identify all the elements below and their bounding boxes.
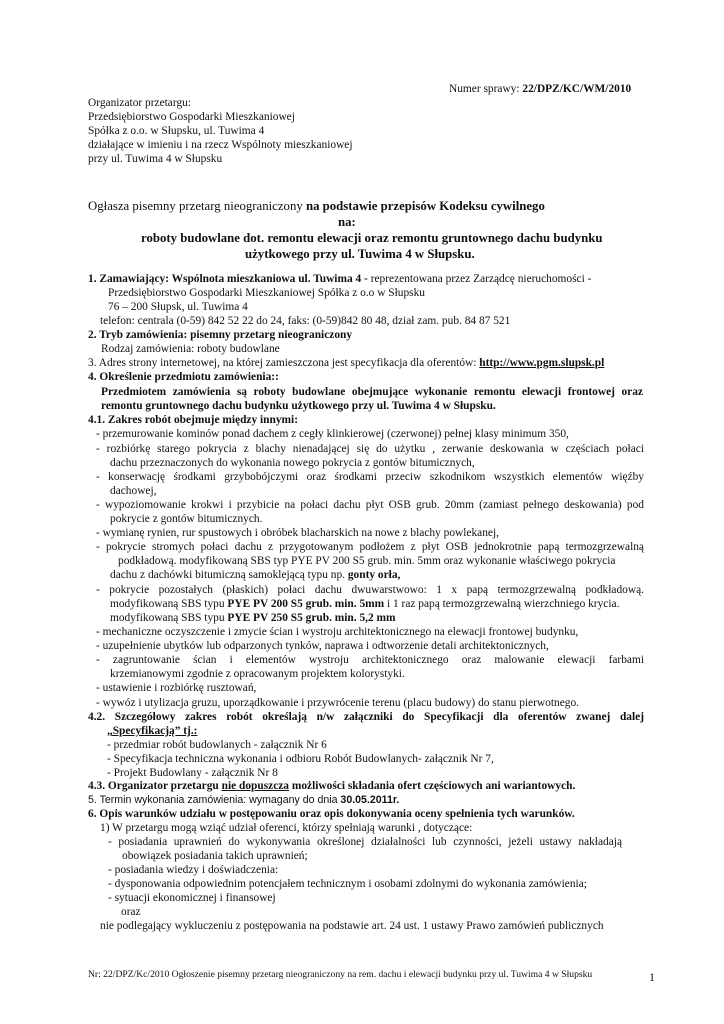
section-4-line: remontu gruntownego dachu budynku użytkowego przy ul. Tuwima 4 w Słupsku. [101, 400, 496, 412]
list-item-line: - zagruntowanie ścian i elementów wystroju architektonicznego oraz malowanie elewacji farbami [96, 654, 644, 666]
text-part: 5. Termin wykonania zamówienia: wymagany do dnia [88, 794, 341, 806]
list-item [96, 470, 644, 484]
section-3 [88, 356, 604, 370]
page-footer: Nr: 22/DPZ/Kc/2010 Ogłoszenie pisemny przetarg nieograniczony na rem. dachu i elewacji budynku przy ul. Tuwima 4 w Słupsku [88, 969, 593, 980]
list-item-line: podkładową. modyfikowaną SBS typ PYE PV 200 S5 grub. min. 5mm oraz wykonanie właściwego pokrycia [118, 555, 616, 567]
section-6-heading: 6. Opis warunków udziału w postępowaniu oraz opis dokonywania oceny spełnienia tych warunków. [88, 808, 575, 820]
organizer-line: Przedsiębiorstwo Gospodarki Mieszkaniowej [88, 111, 295, 123]
list-item-line: krzemianowymi zgodnie z opracowanym projektem kolorystyki. [110, 668, 405, 680]
section-1-title: 1. Zamawiający: Wspólnota mieszkaniowa ul. Tuwima 4 - [88, 273, 371, 285]
section-1-line: Przedsiębiorstwo Gospodarki Mieszkaniowej Spółka z o.o w Słupsku [108, 287, 426, 299]
section-4-3 [88, 779, 575, 793]
list-item-line: - konserwację środkami grzybobójczymi oraz środkami przeciw szkodnikom wszystkich elementów więźby [96, 471, 644, 483]
title-line: na: [338, 215, 356, 229]
condition-item: - dysponowania odpowiednim potencjałem technicznym i osobami zdolnymi do wykonania zamówienia; [108, 878, 587, 890]
condition-item: - sytuacji ekonomicznej i finansowej [108, 892, 276, 904]
section-3-text: 3. Adres strony internetowej, na której zamieszczona jest specyfikacja dla oferentów: [88, 357, 480, 369]
list-item: - przemurowanie kominów ponad dachem z cegły klinkierowej (czerwonej) pełnej klasy minimum 350, [96, 428, 569, 440]
list-item-line: - rozbiórkę starego pokrycia z blachy nienadającej się do użytku , zerwanie deskowania w częściach połaci [96, 443, 644, 455]
section-1-line: 76 – 200 Słupsk, ul. Tuwima 4 [108, 301, 248, 313]
condition-line: - posiadania uprawnień do wykonywania określonej działalności lub czynności, jeżeli ustawy nakładają [108, 836, 622, 848]
page-number: 1 [649, 970, 655, 984]
condition-item: - posiadania wiedzy i doświadczenia: [108, 864, 279, 876]
list-item-line: dachowej, [110, 485, 157, 497]
section-4-text [101, 385, 643, 399]
text-part: modyfikowaną SBS typu [110, 598, 228, 610]
deadline-date: 30.05.2011r. [340, 794, 400, 806]
condition-line: obowiązek posiadania takich uprawnień; [122, 850, 308, 862]
list-item [96, 653, 644, 667]
list-item-line: - wypoziomowanie krokwi i przybicie na połaci dachu płyt OSB grub. 20mm (zamiast pełnego deskowania) pod [96, 499, 644, 511]
list-item-line [110, 611, 396, 625]
list-item [96, 583, 644, 597]
title-line: roboty budowlane dot. remontu elewacji oraz remontu gruntownego dachu budynku [141, 231, 603, 245]
text-part: gonty orła, [347, 569, 401, 581]
text-part: dachu z dachówki bitumiczną samoklejącą typu np. [110, 569, 348, 581]
list-item [96, 540, 644, 554]
text-part: PYE PV 200 S5 grub. min. 5mm [227, 598, 385, 610]
title-line: użytkowego przy ul. Tuwima 4 w Słupsku. [245, 247, 475, 261]
attachment-item: - Projekt Budowlany - załącznik Nr 8 [107, 767, 278, 779]
section-6-text: nie podlegający wykluczeniu z postępowania na podstawie art. 24 ust. 1 ustawy Prawo zamówień publicznych [100, 920, 604, 932]
list-item: - wywóz i utylizacja gruzu, uporządkowanie i przywrócenie terenu (placu budowy) do stanu pierwotnego. [96, 697, 579, 709]
case-number-label: Numer sprawy: [449, 83, 523, 95]
list-item: - wymianę rynien, rur spustowych i obróbek blacharskich na nowe z blachy powlekanej, [96, 527, 499, 539]
list-item-line [110, 568, 400, 582]
text-part: PYE PV 250 S5 grub. min. 5,2 mm [227, 612, 396, 624]
title-part: Ogłasza pisemny przetarg nieograniczony [88, 199, 306, 213]
section-4-line: Przedmiotem zamówienia są roboty budowlane obejmujące wykonanie remontu elewacji frontowej oraz [101, 386, 643, 398]
case-number [449, 82, 631, 96]
organizer-line: przy ul. Tuwima 4 w Słupsku [88, 153, 223, 165]
attachment-item: - przedmiar robót budowlanych - załącznik Nr 6 [107, 739, 327, 751]
condition-item: oraz [121, 906, 141, 918]
list-item-line: - pokrycie pozostałych (płaskich) połaci dachu dwuwarstwowo: 1 x papą termozgrzewalną podkładową. [96, 584, 644, 596]
section-1-text: reprezentowana przez Zarządcę nieruchomości - [370, 273, 592, 285]
section-4-2-subheading: „Specyfikacją” tj.: [107, 725, 198, 737]
text-part: 4.3. Organizator przetargu [88, 780, 222, 792]
section-4-2-heading [88, 710, 644, 724]
section-1-heading [88, 272, 591, 286]
text-part: możliwości składania ofert częściowych ani wariantowych. [289, 780, 576, 792]
section-4-1-heading: 4.1. Zakres robót obejmuje między innymi: [88, 414, 298, 426]
section-4-heading: 4. Określenie przedmiotu zamówienia:: [88, 371, 279, 383]
organizer-line: działające w imieniu i na rzecz Wspólnoty mieszkaniowej [88, 139, 353, 151]
list-item-line: dachu przeznaczonych do wykonania nowego pokrycia z gontów bitumicznych, [110, 457, 475, 469]
title-part: na podstawie przepisów Kodeksu cywilnego [305, 199, 545, 213]
section-4-2-line: 4.2. Szczegółowy zakres robót określają n/w załączniki do Specyfikacji dla oferentów zwanej dalej [88, 711, 644, 723]
section-6-text: 1) W przetargu mogą wziąć udział oferenci, którzy spełniają warunki , dotyczące: [100, 822, 473, 834]
list-item: - ustawienie i rozbiórkę rusztowań, [96, 682, 257, 694]
list-item: - uzupełnienie ubytków lub odparzonych tynków, naprawa i odtworzenie detali architektonicznych, [96, 640, 549, 652]
section-2-heading: 2. Tryb zamówienia: pisemny przetarg nieograniczony [88, 329, 353, 341]
list-item: - mechaniczne oczyszczenie i zmycie ścian i wystroju architektonicznego na elewacji frontowej budynku, [96, 626, 579, 638]
text-part: modyfikowaną SBS typu [110, 612, 228, 624]
section-1-contact: telefon: centrala (0-59) 842 52 22 do 24, faks: (0-59)842 80 48, dział zam. pub. 84 87 521 [100, 315, 511, 327]
section-5 [88, 793, 399, 807]
list-item-line: - pokrycie stromych połaci dachu z przygotowanym podłożem z płyt OSB jednokrotnie papą termozgrzewalną [96, 541, 644, 553]
list-item-line [110, 597, 619, 611]
case-number-value: 22/DPZ/KC/WM/2010 [522, 83, 632, 95]
list-item [96, 442, 644, 456]
list-item-line: pokrycie z gontów bitumicznych. [110, 513, 263, 525]
section-2-text: Rodzaj zamówienia: roboty budowlane [101, 343, 280, 355]
title-line [88, 198, 545, 215]
organizer-line: Spółka z o.o. w Słupsku, ul. Tuwima 4 [88, 125, 265, 137]
condition-item [108, 835, 622, 849]
attachment-item: - Specyfikacja techniczna wykonania i odbioru Robót Budowlanych- załącznik Nr 7, [107, 753, 494, 765]
spec-website-link[interactable]: http://www.pgm.slupsk.pl [479, 357, 605, 369]
text-part: nie dopuszcza [221, 780, 290, 792]
organizer-line: Organizator przetargu: [88, 97, 191, 109]
text-part: i 1 raz papą termozgrzewalną wierzchniego krycia. [384, 598, 620, 610]
list-item [96, 498, 644, 512]
